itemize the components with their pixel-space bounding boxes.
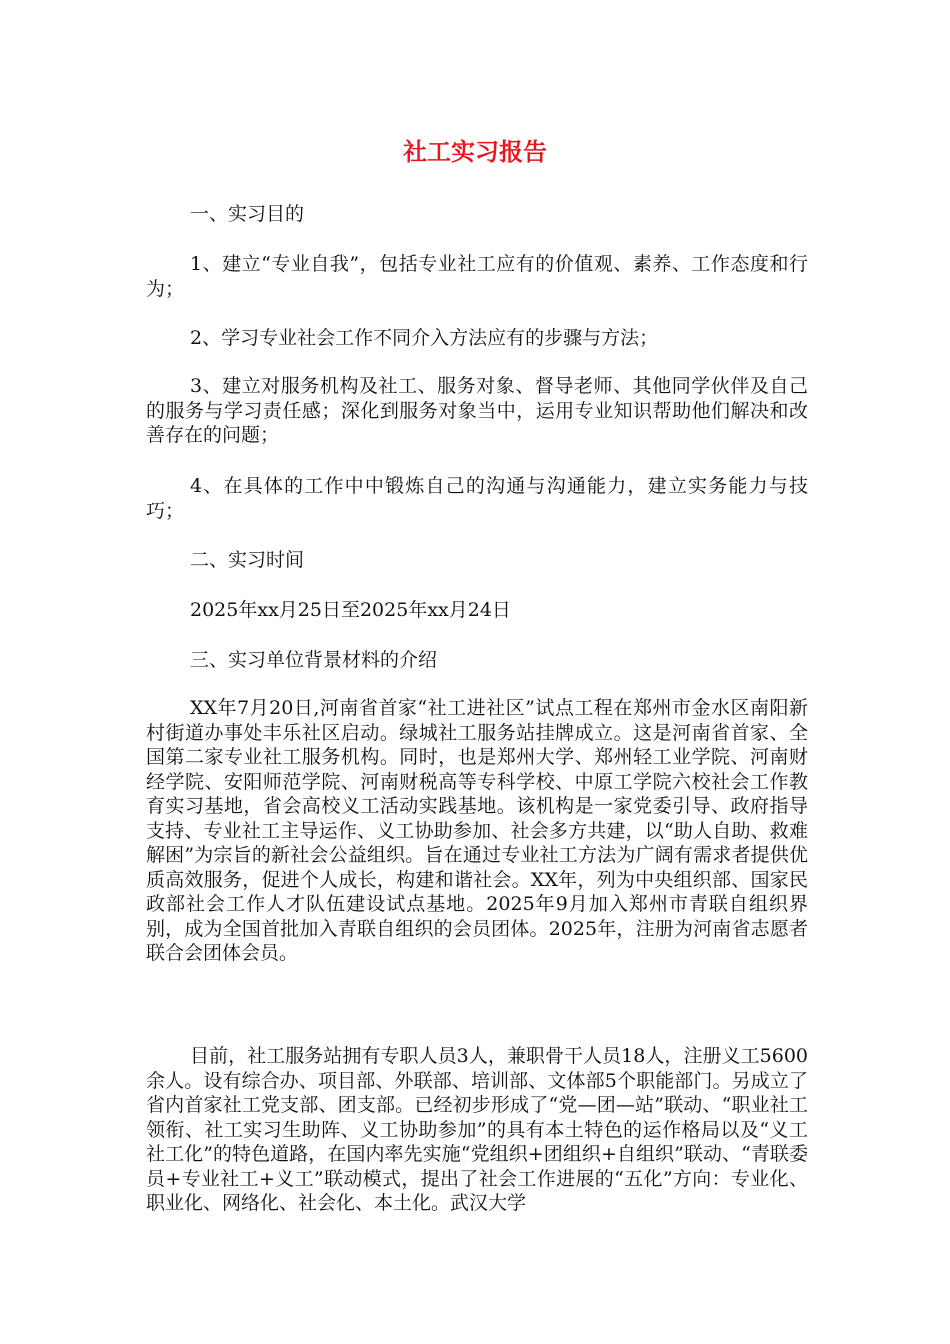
paragraph-item-2: 2、学习专业社会工作不同介入方法应有的步骤与方法； bbox=[190, 327, 659, 349]
section-heading-purpose: 一、实习目的 bbox=[190, 203, 305, 225]
paragraph-background-1: XX年7月20日,河南省首家“社工进社区”试点工程在郑州市金水区南阳新村街道办事处丰乐社区启动。绿城社工服务站挂牌成立。这是河南省首家、全国第二家专业社工服务机构。同时，也是郑州大学、郑州轻工业学院、河南财经学院、安阳师范学院、河南财税高等专科学校、中原工学院六校社会工作教育实习基地，省会高校义工活动实践基地。该机构是一家党委引导、政府指导支持、专业社工主导运作、义工协助参加、社会多方共建，以“助人自助、救难解困”为宗旨的新社会公益组织。旨在通过专业社工方法为广阔有需求者提供优质高效服务，促进个人成长，构建和谐社会。XX年，列为中央组织部、国家民政部社会工作人才队伍建设试点基地。2025年9月加入郑州市青联自组织界别，成为全国首批加入青联自组织的会员团体。2025年，注册为河南省志愿者联合会团体会员。 bbox=[146, 697, 808, 964]
paragraph-item-3: 3、建立对服务机构及社工、服务对象、督导老师、其他同学伙伴及自己的服务与学习责任感；深化到服务对象当中，运用专业知识帮助他们解决和改善存在的问题； bbox=[146, 375, 808, 446]
document-title: 社工实习报告 bbox=[403, 138, 547, 166]
internship-dates: 2025年xx月25日至2025年xx月24日 bbox=[190, 599, 511, 621]
paragraph-background-2: 目前，社工服务站拥有专职人员3人，兼职骨干人员18人，注册义工5600余人。设有综合办、项目部、外联部、培训部、文体部5个职能部门。另成立了省内首家社工党支部、团支部。已经初步形成了“党—团—站”联动、“职业社工领衔、社工实习生助阵、义工协助参加”的具有本土特色的运作格局以及“义工社工化”的特色道路，在国内率先实施“党组织+团组织+自组织”联动、“青联委员+专业社工+义工”联动模式，提出了社会工作进展的“五化”方向：专业化、职业化、网络化、社会化、本土化。武汉大学 bbox=[146, 1045, 808, 1214]
section-heading-time: 二、实习时间 bbox=[190, 549, 305, 571]
section-heading-background: 三、实习单位背景材料的介绍 bbox=[190, 649, 438, 671]
paragraph-item-1: 1、建立“专业自我”，包括专业社工应有的价值观、素养、工作态度和行为； bbox=[146, 253, 808, 300]
paragraph-item-4: 4、在具体的工作中中锻炼自己的沟通与沟通能力，建立实务能力与技巧； bbox=[146, 475, 808, 522]
